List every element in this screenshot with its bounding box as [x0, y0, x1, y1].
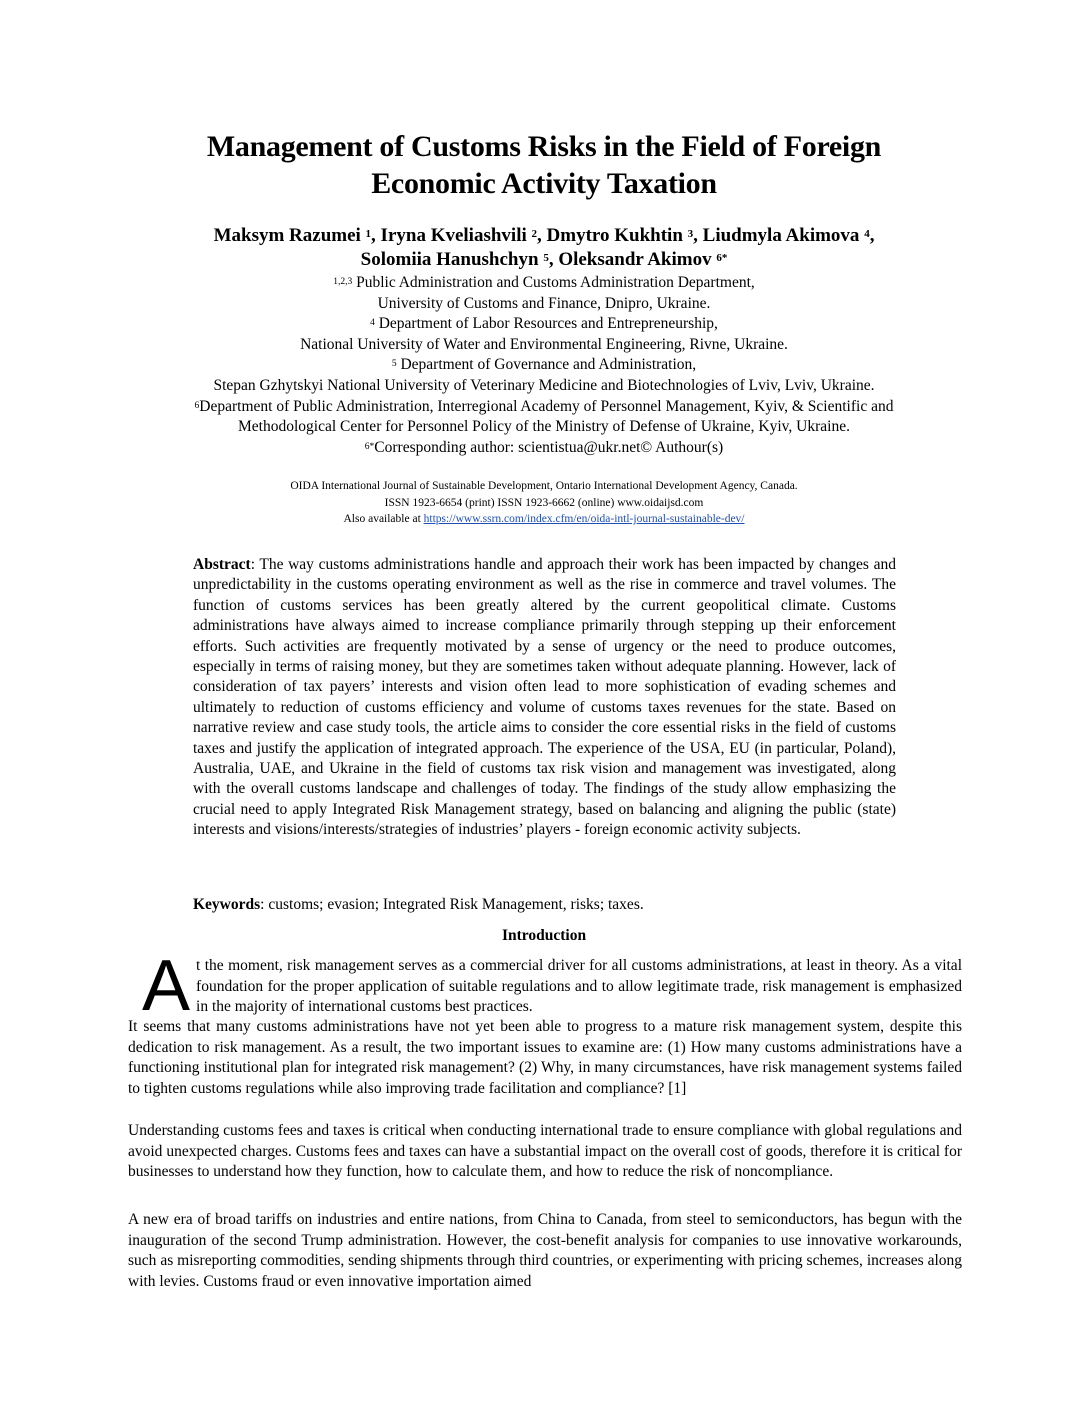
author-affiliation-marker: 4 [864, 228, 870, 240]
author-name: Dmytro Kukhtin [546, 225, 683, 246]
intro-paragraph-1: At the moment, risk management serves as a commercial driver for all customs administrations, at least in theory. As a vital foundation for the proper application of suitable regulations and to allow legitimate trade, risk management is emphasized in the majority of international customs best practices. [142, 946, 962, 1026]
abstract-label: Abstract [193, 556, 251, 573]
abstract [193, 555, 896, 841]
paper-title [100, 128, 988, 202]
author-affiliation-marker: 6* [716, 252, 728, 264]
title-line-1: Management of Customs Risks in the Field of Foreign [206, 130, 882, 163]
journal-availability: Also available at https://www.ssrn.com/index.cfm/en/oida-intl-journal-sustainable-dev/ [343, 513, 745, 525]
abstract-text: : The way customs administrations handle and approach their work has been impacted by changes and unpredictability in the customs operating environment as well as the rise in commerce and travel volumes. The function of customs services has been greatly altered by the current geopolitical climate. Customs administrations have always aimed to increase compliance primarily through stepping up their enforcement efforts. Such activities are frequently motivated by a sense of urgency or the need to produce outcomes, especially in terms of raising money, but they are sometimes taken without adequate planning. However, lack of consideration of tax payers’ interests and vision often lead to more sophistication of evading schemes and ultimately to reduction of customs efficiency and volume of customs taxes revenues for the state. Based on narrative review and case study tools, the article aims to consider the core essential risks in the field of customs taxes and justify the application of integrated approach. The experience of the USA, EU (in particular, Poland), Australia, UAE, and Ukraine in the field of customs tax risk vision and management was investigated, along with the overall customs landscape and challenges of today. The findings of the study allow emphasizing the crucial need to apply Integrated Risk Management strategy, based on balancing and aligning the public (state) interests and visions/interests/strategies of industries’ players - foreign economic activity subjects. [193, 556, 896, 839]
journal-info [150, 478, 938, 528]
affiliation: $^4$ Department of Labor Resources and Entrepreneurship, National University of Water and Environmental Engineering, Rivne, Ukraine. [300, 315, 788, 353]
keywords-text: : customs; evasion; Integrated Risk Management, risks; taxes. [260, 896, 644, 913]
author-name: Oleksandr Akimov [558, 249, 712, 270]
author-name: Liudmyla Akimova [702, 225, 860, 246]
author-affiliation-marker: 2 [531, 228, 538, 240]
author-name: Solomiia Hanushchyn [360, 249, 539, 270]
affiliation: $^6$Department of Public Administration, Interregional Academy of Personnel Management, Kyiv, & Scientific and Methodological Center for Personnel Policy of the Ministry of Defense of Ukraine, Kyiv, Ukraine. [194, 397, 894, 436]
author-affiliation-marker: 5 [543, 252, 549, 264]
author-name: Maksym Razumei [213, 225, 361, 246]
intro-paragraph-2: It seems that many customs administrations have not yet been able to progress to a mature risk management system, despite this dedication to risk management. As a result, the two important issues to examine are: (1) How many customs administrations have a functioning institutional plan for integrated risk management? (2) Why, in many circumstances, have risk management systems failed to tighten customs regulations while also improving trade facilitation and compliance? [1] [128, 1018, 962, 1097]
section-heading-introduction: Introduction [501, 927, 587, 944]
corresponding-author: $^{6*}$Corresponding author: scientistua@ukr.net© Authour(s) [364, 438, 724, 456]
ssrn-link[interactable]: https://www.ssrn.com/index.cfm/en/oida-intl-journal-sustainable-dev/ [423, 513, 745, 525]
author-name: Iryna Kveliashvili [380, 225, 527, 246]
intro-paragraph-4: A new era of broad tariffs on industries and entire nations, from China to Canada, from steel to semiconductors, has begun with the inauguration of the second Trump administration. However, the cost-benefit analysis for companies to use innovative workarounds, such as misreporting commodities, sending shipments through third countries, or experimenting with pricing schemes, increases along with levies. Customs fraud or even innovative importation aimed [128, 1211, 962, 1290]
keywords-label: Keywords [193, 896, 261, 913]
affiliation: $^{1,2,3}$ Public Administration and Customs Administration Department, University of Customs and Finance, Dnipro, Ukraine. [333, 274, 755, 312]
author-affiliation-marker: 3 [687, 228, 694, 240]
affiliation-list [100, 273, 988, 458]
drop-cap: A [142, 946, 191, 1026]
intro-paragraph-3: Understanding customs fees and taxes is critical when conducting international trade to ensure compliance with global regulations and avoid unexpected charges. Customs fees and taxes can have a substantial impact on the overall cost of goods, therefore it is critical for businesses to understand how they function, how to calculate them, and how to reduce the risk of noncompliance. [128, 1122, 962, 1180]
affiliation: $^5$ Department of Governance and Administration, Stepan Gzhytskyi National University of Veterinary Medicine and Biotechnologies of Lviv, Lviv, Ukraine. [213, 356, 875, 394]
author-affiliation-marker: 1 [365, 228, 372, 240]
author-list: Maksym Razumei $^1$, Iryna Kveliashvili $^2$, Dmytro Kukhtin $^3$, Liudmyla Akimova $^4$, Solomiia Hanushchyn $^5$, Oleksandr Akimov $^{6*}$ [213, 225, 875, 270]
journal-issn: ISSN 1923-6654 (print) ISSN 1923-6662 (online) www.oidaijsd.com [384, 496, 704, 509]
journal-name: OIDA International Journal of Sustainable Development, Ontario International Development Agency, Canada. [290, 480, 798, 492]
keywords [193, 895, 896, 915]
title-line-2: Economic Activity Taxation [371, 167, 717, 200]
